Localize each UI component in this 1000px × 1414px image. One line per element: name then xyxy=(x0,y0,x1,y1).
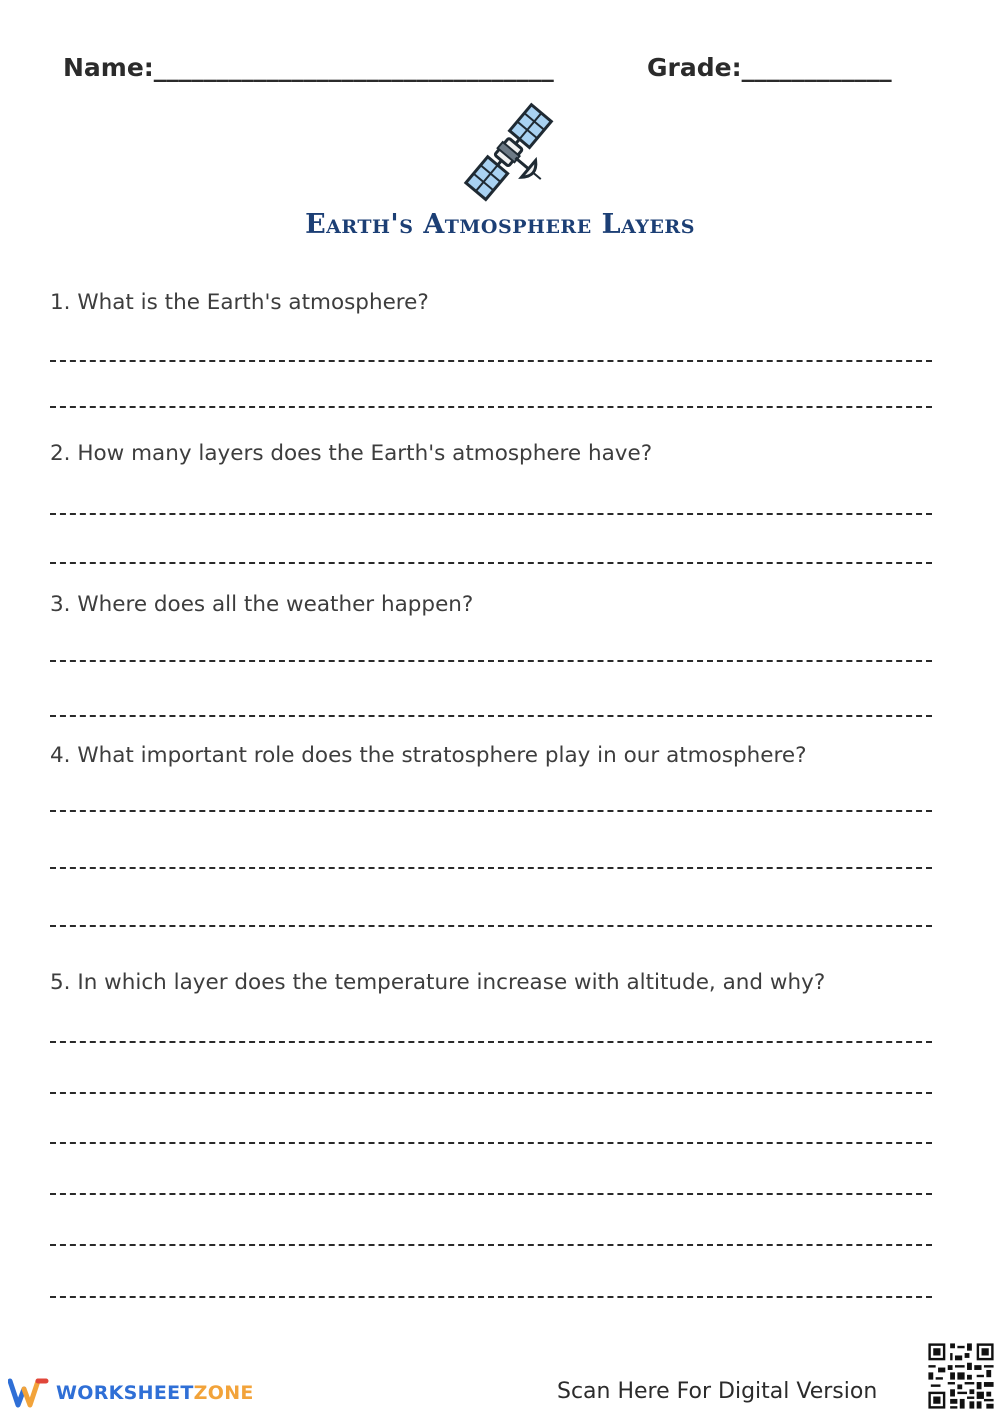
grade-field-label: Grade:____________ xyxy=(647,53,892,82)
worksheet-zone-logo-icon xyxy=(8,1377,50,1409)
question-5: 5. In which layer does the temperature increase with altitude, and why? xyxy=(50,970,826,995)
satellite-icon xyxy=(455,100,565,205)
question-1: 1. What is the Earth's atmosphere? xyxy=(50,290,429,315)
answer-line[interactable] xyxy=(50,1244,932,1246)
question-3: 3. Where does all the weather happen? xyxy=(50,592,474,617)
worksheet-title: Earth's Atmosphere Layers xyxy=(305,209,695,240)
answer-line[interactable] xyxy=(50,1092,932,1094)
brand-name-part2: ZONE xyxy=(193,1382,254,1404)
answer-line[interactable] xyxy=(50,867,932,869)
answer-line[interactable] xyxy=(50,925,932,927)
answer-line[interactable] xyxy=(50,1142,932,1144)
answer-line[interactable] xyxy=(50,715,932,717)
answer-line[interactable] xyxy=(50,660,932,662)
answer-line[interactable] xyxy=(50,360,932,362)
brand-logo xyxy=(8,1377,254,1409)
question-2: 2. How many layers does the Earth's atmosphere have? xyxy=(50,441,653,466)
answer-line[interactable] xyxy=(50,810,932,812)
answer-line[interactable] xyxy=(50,406,932,408)
answer-line[interactable] xyxy=(50,562,932,564)
answer-line[interactable] xyxy=(50,1041,932,1043)
scan-instruction: Scan Here For Digital Version xyxy=(557,1379,878,1404)
answer-line[interactable] xyxy=(50,1193,932,1195)
brand-name-part1: WORKSHEET xyxy=(56,1382,194,1404)
name-field-label: Name:________________________________ xyxy=(63,53,554,82)
answer-line[interactable] xyxy=(50,513,932,515)
qr-code-icon[interactable] xyxy=(926,1341,996,1411)
answer-line[interactable] xyxy=(50,1296,932,1298)
question-4: 4. What important role does the stratosphere play in our atmosphere? xyxy=(50,743,807,768)
